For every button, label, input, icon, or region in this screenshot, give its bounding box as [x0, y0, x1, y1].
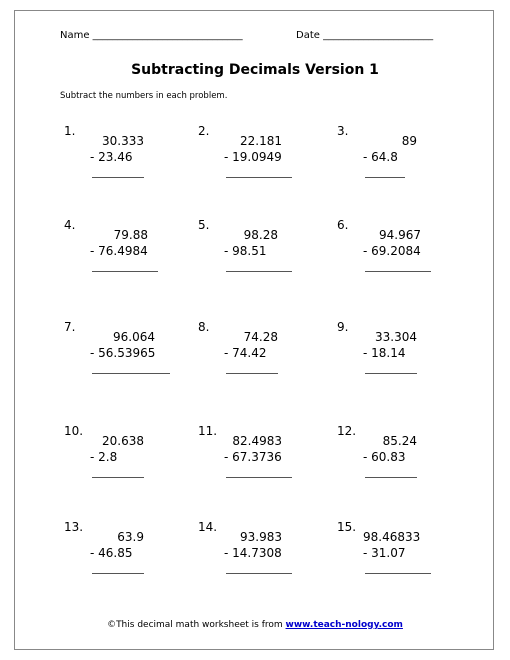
footer-text: ©This decimal math worksheet is from	[107, 620, 286, 630]
problem-subtrahend: - 67.3736	[224, 450, 282, 464]
answer-line	[92, 477, 144, 478]
answer-line	[226, 271, 292, 272]
problem-minuend: 79.88	[113, 228, 148, 242]
problem-14	[198, 520, 328, 590]
problem-10	[64, 424, 194, 494]
problem-subtrahend: - 76.4984	[90, 244, 148, 258]
answer-line	[365, 373, 417, 374]
worksheet-title: Subtracting Decimals Version 1	[131, 62, 379, 78]
problem-13	[64, 520, 194, 590]
problem-number: 10.	[64, 424, 84, 438]
problem-2	[198, 124, 328, 194]
problem-number: 15.	[337, 520, 357, 534]
footer	[0, 620, 510, 630]
problem-subtrahend: - 14.7308	[224, 546, 282, 560]
problem-number: 9.	[337, 320, 349, 334]
answer-line	[92, 573, 144, 574]
answer-line	[226, 373, 278, 374]
answer-line	[226, 477, 292, 478]
problem-minuend: 85.24	[382, 434, 417, 448]
problem-minuend: 20.638	[102, 434, 144, 448]
answer-line	[92, 271, 158, 272]
problem-4	[64, 218, 194, 288]
problem-number: 12.	[337, 424, 357, 438]
problem-number: 5.	[198, 218, 210, 232]
date-field-label: Date ______________________	[296, 30, 434, 41]
answer-line	[365, 177, 405, 178]
problem-subtrahend: - 46.85	[90, 546, 133, 560]
problem-subtrahend: - 69.2084	[363, 244, 421, 258]
problem-number: 3.	[337, 124, 349, 138]
name-field-label: Name ______________________________	[60, 30, 243, 41]
answer-line	[92, 177, 144, 178]
problem-minuend: 96.064	[113, 330, 155, 344]
answer-line	[365, 271, 431, 272]
problem-subtrahend: - 31.07	[363, 546, 406, 560]
problem-8	[198, 320, 328, 390]
problem-number: 13.	[64, 520, 84, 534]
problem-subtrahend: - 2.8	[90, 450, 118, 464]
problem-minuend: 98.28	[243, 228, 278, 242]
problem-number: 8.	[198, 320, 210, 334]
problem-subtrahend: - 18.14	[363, 346, 406, 360]
problem-number: 14.	[198, 520, 218, 534]
problem-subtrahend: - 98.51	[224, 244, 267, 258]
problem-subtrahend: - 60.83	[363, 450, 406, 464]
problem-12	[337, 424, 467, 494]
problem-1	[64, 124, 194, 194]
problem-subtrahend: - 74.42	[224, 346, 267, 360]
instructions-text: Subtract the numbers in each problem.	[60, 91, 228, 101]
problem-7	[64, 320, 194, 390]
problem-minuend: 30.333	[102, 134, 144, 148]
problem-11	[198, 424, 328, 494]
answer-line	[365, 573, 431, 574]
problem-6	[337, 218, 467, 288]
problem-minuend: 22.181	[240, 134, 282, 148]
problem-minuend: 82.4983	[232, 434, 282, 448]
problem-number: 1.	[64, 124, 76, 138]
problem-5	[198, 218, 328, 288]
problem-9	[337, 320, 467, 390]
problem-minuend: 93.983	[240, 530, 282, 544]
problem-number: 2.	[198, 124, 210, 138]
problem-subtrahend: - 64.8	[363, 150, 398, 164]
problem-minuend: 89	[401, 134, 417, 148]
problem-number: 4.	[64, 218, 76, 232]
problem-subtrahend: - 56.53965	[90, 346, 156, 360]
problem-number: 7.	[64, 320, 76, 334]
problem-3	[337, 124, 467, 194]
problem-minuend: 98.46833	[363, 530, 421, 544]
problem-minuend: 33.304	[375, 330, 417, 344]
problem-subtrahend: - 19.0949	[224, 150, 282, 164]
problem-minuend: 94.967	[379, 228, 421, 242]
problem-minuend: 74.28	[243, 330, 278, 344]
problem-subtrahend: - 23.46	[90, 150, 133, 164]
answer-line	[226, 177, 292, 178]
footer-link[interactable]: www.teach-nology.com	[285, 620, 403, 630]
answer-line	[365, 477, 417, 478]
answer-line	[92, 373, 170, 374]
problem-number: 11.	[198, 424, 218, 438]
answer-line	[226, 573, 292, 574]
problem-15	[337, 520, 467, 590]
problem-number: 6.	[337, 218, 349, 232]
problem-minuend: 63.9	[117, 530, 144, 544]
